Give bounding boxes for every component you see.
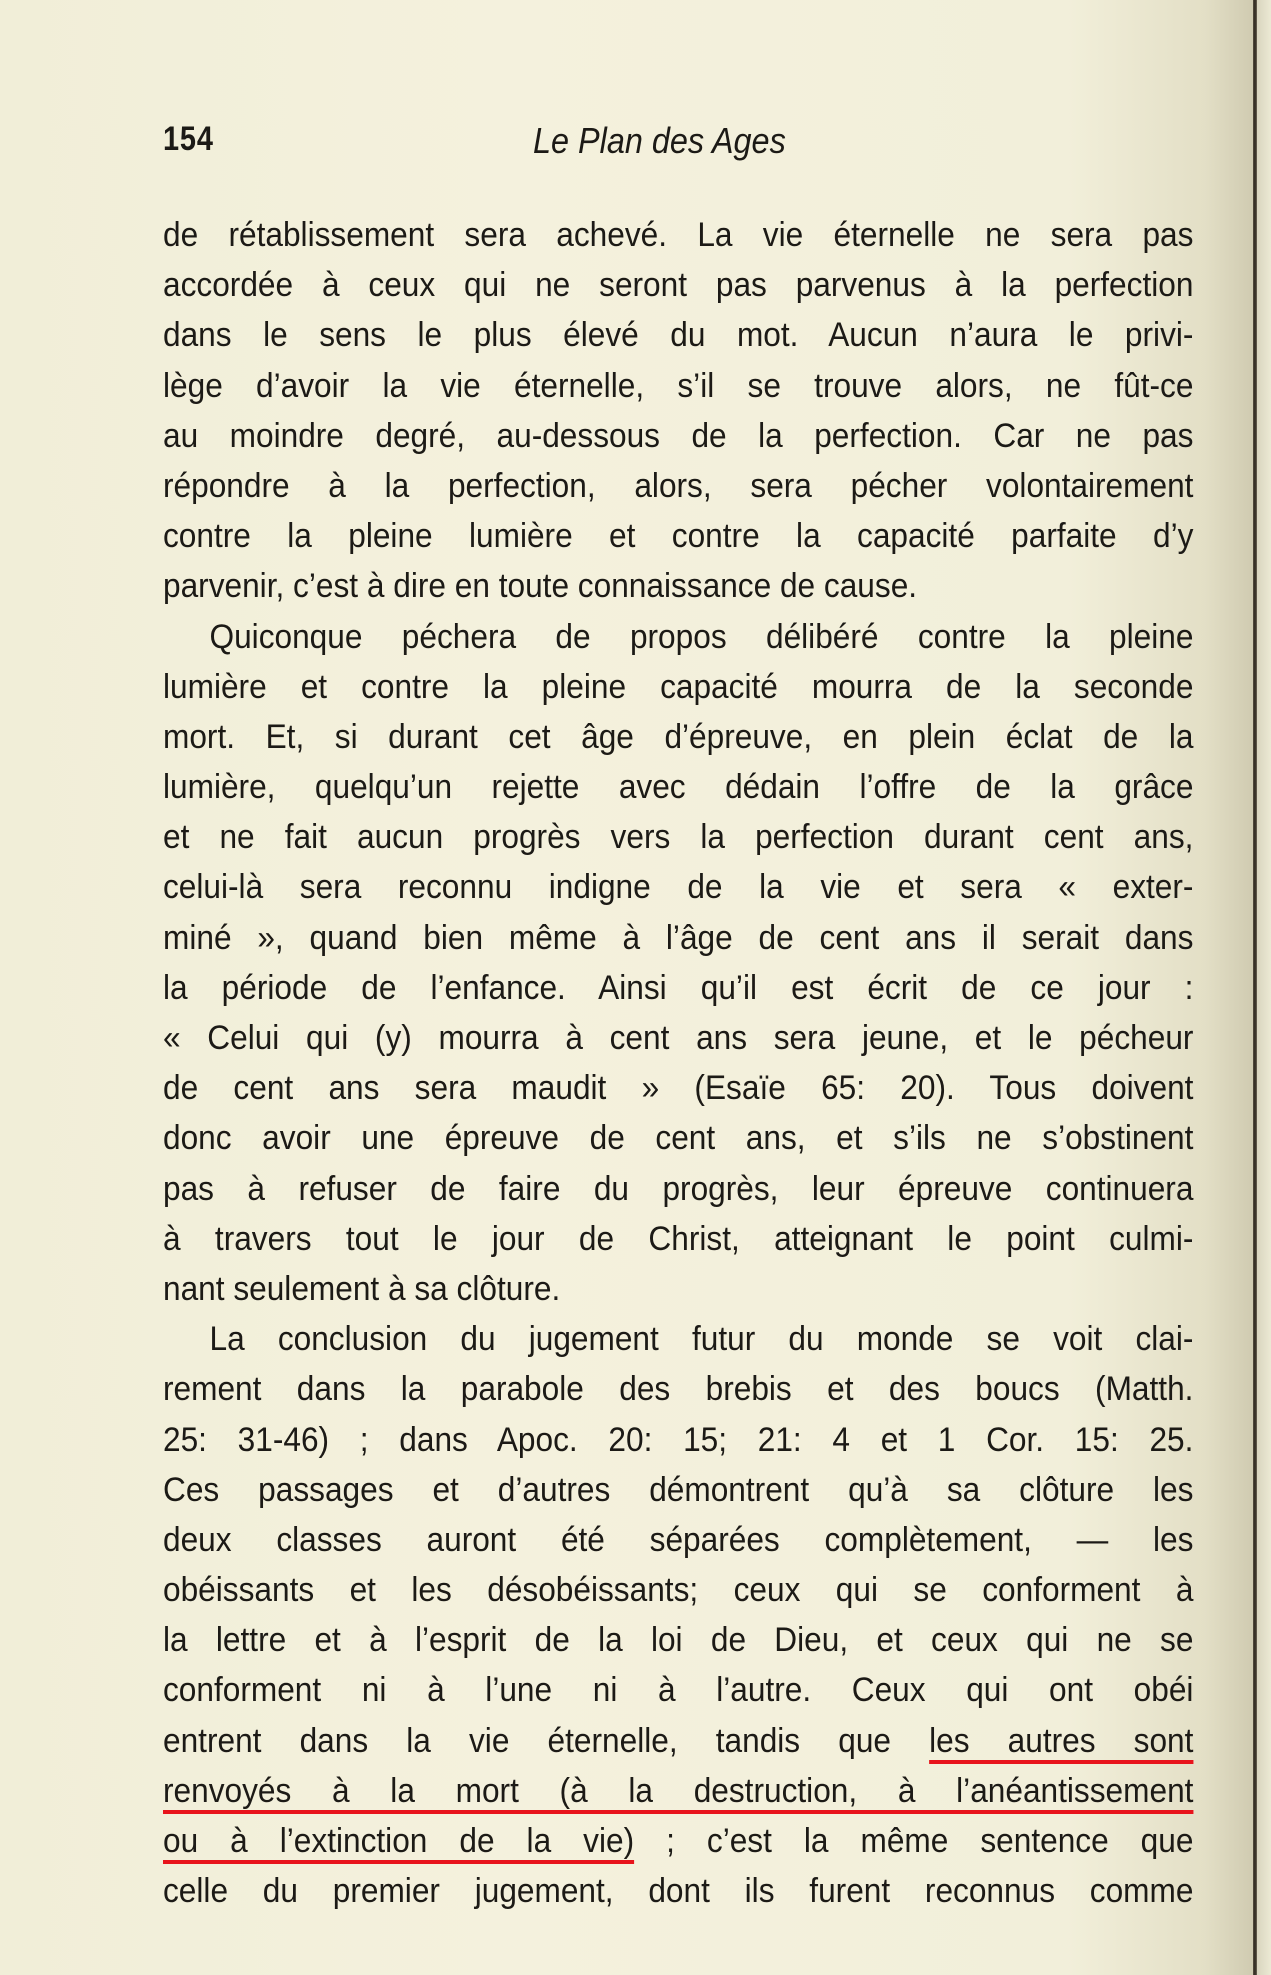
page-header bbox=[163, 120, 1193, 170]
text-line: dans le sens le plus élevé du mot. Aucun n’aura le privi- bbox=[163, 316, 1194, 355]
text-line: Ces passages et d’autres démontrent qu’à sa clôture les bbox=[163, 1470, 1194, 1509]
text-line: lumière, quelqu’un rejette avec dédain l’offre de la grâce bbox=[163, 768, 1194, 807]
text-line: celui-là sera reconnu indigne de la vie et sera « exter- bbox=[163, 868, 1194, 907]
next-page-edge bbox=[1257, 0, 1271, 1975]
text-line: lumière et contre la pleine capacité mourra de la seconde bbox=[163, 667, 1194, 706]
line-segment: ; c’est la même sentence que bbox=[634, 1822, 1194, 1860]
text-line: Quiconque péchera de propos délibéré contre la pleine bbox=[209, 617, 1194, 656]
text-line bbox=[163, 1766, 1193, 1816]
line-segment: entrent dans la vie éternelle, tandis que bbox=[163, 1721, 930, 1760]
text-line: à travers tout le jour de Christ, atteignant le point culmi- bbox=[163, 1219, 1194, 1258]
text-line: La conclusion du jugement futur du monde se voit clai- bbox=[209, 1320, 1194, 1359]
text-line: conforment ni à l’une ni à l’autre. Ceux qui ont obéi bbox=[163, 1671, 1194, 1710]
running-title: Le Plan des Ages bbox=[533, 120, 786, 161]
underlined-phrase: ou à l’extinction de la vie) bbox=[163, 1822, 635, 1860]
text-line bbox=[163, 1716, 1193, 1766]
text-line: parvenir, c’est à dire en toute connaissance de cause. bbox=[163, 567, 918, 606]
text-line: mort. Et, si durant cet âge d’épreuve, en plein éclat de la bbox=[163, 717, 1194, 756]
text-line: rement dans la parabole des brebis et des boucs (Matth. bbox=[163, 1370, 1194, 1409]
text-line: nant seulement à sa clôture. bbox=[163, 1269, 561, 1308]
text-line: 25: 31-46) ; dans Apoc. 20: 15; 21: 4 et 1 Cor. 15: 25. bbox=[163, 1420, 1194, 1459]
text-line: miné », quand bien même à l’âge de cent ans il serait dans bbox=[163, 918, 1194, 957]
text-line bbox=[163, 1816, 1193, 1866]
body-text bbox=[163, 210, 1193, 1916]
underlined-phrase: les autres sont bbox=[929, 1721, 1194, 1760]
text-line: pas à refuser de faire du progrès, leur épreuve continuera bbox=[163, 1169, 1194, 1208]
text-line: répondre à la perfection, alors, sera pécher volontairement bbox=[163, 466, 1194, 505]
text-line: celle du premier jugement, dont ils furent reconnus comme bbox=[163, 1872, 1194, 1911]
text-line: lège d’avoir la vie éternelle, s’il se trouve alors, ne fût-ce bbox=[163, 366, 1194, 405]
text-line: au moindre degré, au-dessous de la perfection. Car ne pas bbox=[163, 416, 1194, 455]
text-line: la période de l’enfance. Ainsi qu’il est écrit de ce jour : bbox=[163, 968, 1194, 1007]
underlined-phrase: renvoyés à la mort (à la destruction, à l’anéantissement bbox=[163, 1771, 1194, 1810]
text-line: accordée à ceux qui ne seront pas parvenus à la perfection bbox=[163, 266, 1194, 305]
text-line: deux classes auront été séparées complètement, — les bbox=[163, 1520, 1194, 1559]
text-line: obéissants et les désobéissants; ceux qui se conforment à bbox=[163, 1571, 1194, 1610]
text-line: donc avoir une épreuve de cent ans, et s’ils ne s’obstinent bbox=[163, 1119, 1194, 1158]
text-line: la lettre et à l’esprit de la loi de Dieu, et ceux qui ne se bbox=[163, 1621, 1194, 1660]
text-line: « Celui qui (y) mourra à cent ans sera jeune, et le pécheur bbox=[163, 1019, 1194, 1057]
text-line: de rétablissement sera achevé. La vie éternelle ne sera pas bbox=[163, 216, 1194, 254]
text-line: contre la pleine lumière et contre la capacité parfaite d’y bbox=[163, 517, 1194, 556]
text-line: et ne fait aucun progrès vers la perfection durant cent ans, bbox=[163, 818, 1194, 857]
text-line: de cent ans sera maudit » (Esaïe 65: 20). Tous doivent bbox=[163, 1069, 1194, 1108]
page-number: 154 bbox=[163, 120, 214, 158]
